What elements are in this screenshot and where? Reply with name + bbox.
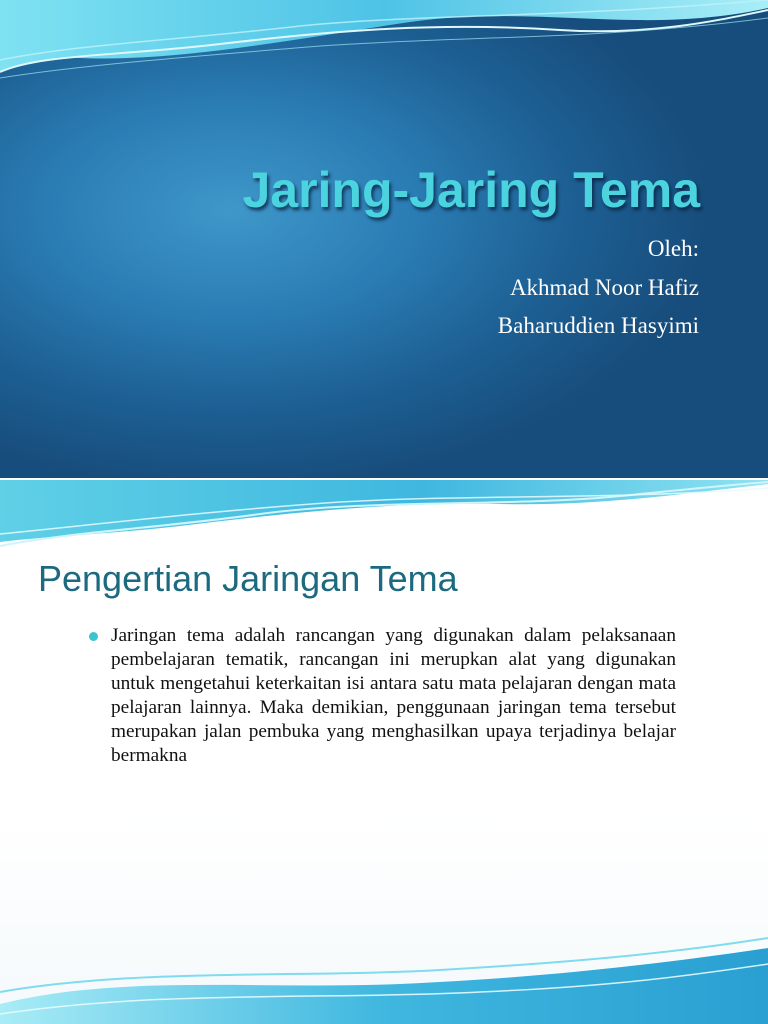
- author-name-1: Akhmad Noor Hafiz: [509, 274, 699, 300]
- wave-decoration-top: [0, 0, 768, 86]
- bullet-text: Jaringan tema adalah rancangan yang digunakan dalam pelaksanaan pembelajaran tematik, rancangan ini merupkan alat yang digunakan untuk mengetahui keterkaitan isi antara satu mata pelajaran dengan mata pelajaran lainnya. Maka demikian, penggunaan jaringan tema tersebut merupakan jalan pembuka yang menghasilkan upaya terjadinya belajar bermakna: [111, 625, 676, 766]
- title-slide: [0, 0, 768, 478]
- slide-title: Jaring-Jaring Tema: [242, 162, 700, 218]
- content-slide: [0, 480, 768, 1024]
- wave-decoration-top: [0, 480, 768, 550]
- author-byline: [498, 230, 699, 346]
- author-name-2: Baharuddien Hasyimi: [497, 313, 699, 338]
- slide-heading: Pengertian Jaringan Tema: [38, 558, 458, 599]
- bullet-dot-icon: [89, 632, 98, 641]
- wave-decoration-bottom: [0, 934, 768, 1024]
- bullet-item: [88, 624, 676, 768]
- byline-label: Oleh:: [647, 236, 699, 261]
